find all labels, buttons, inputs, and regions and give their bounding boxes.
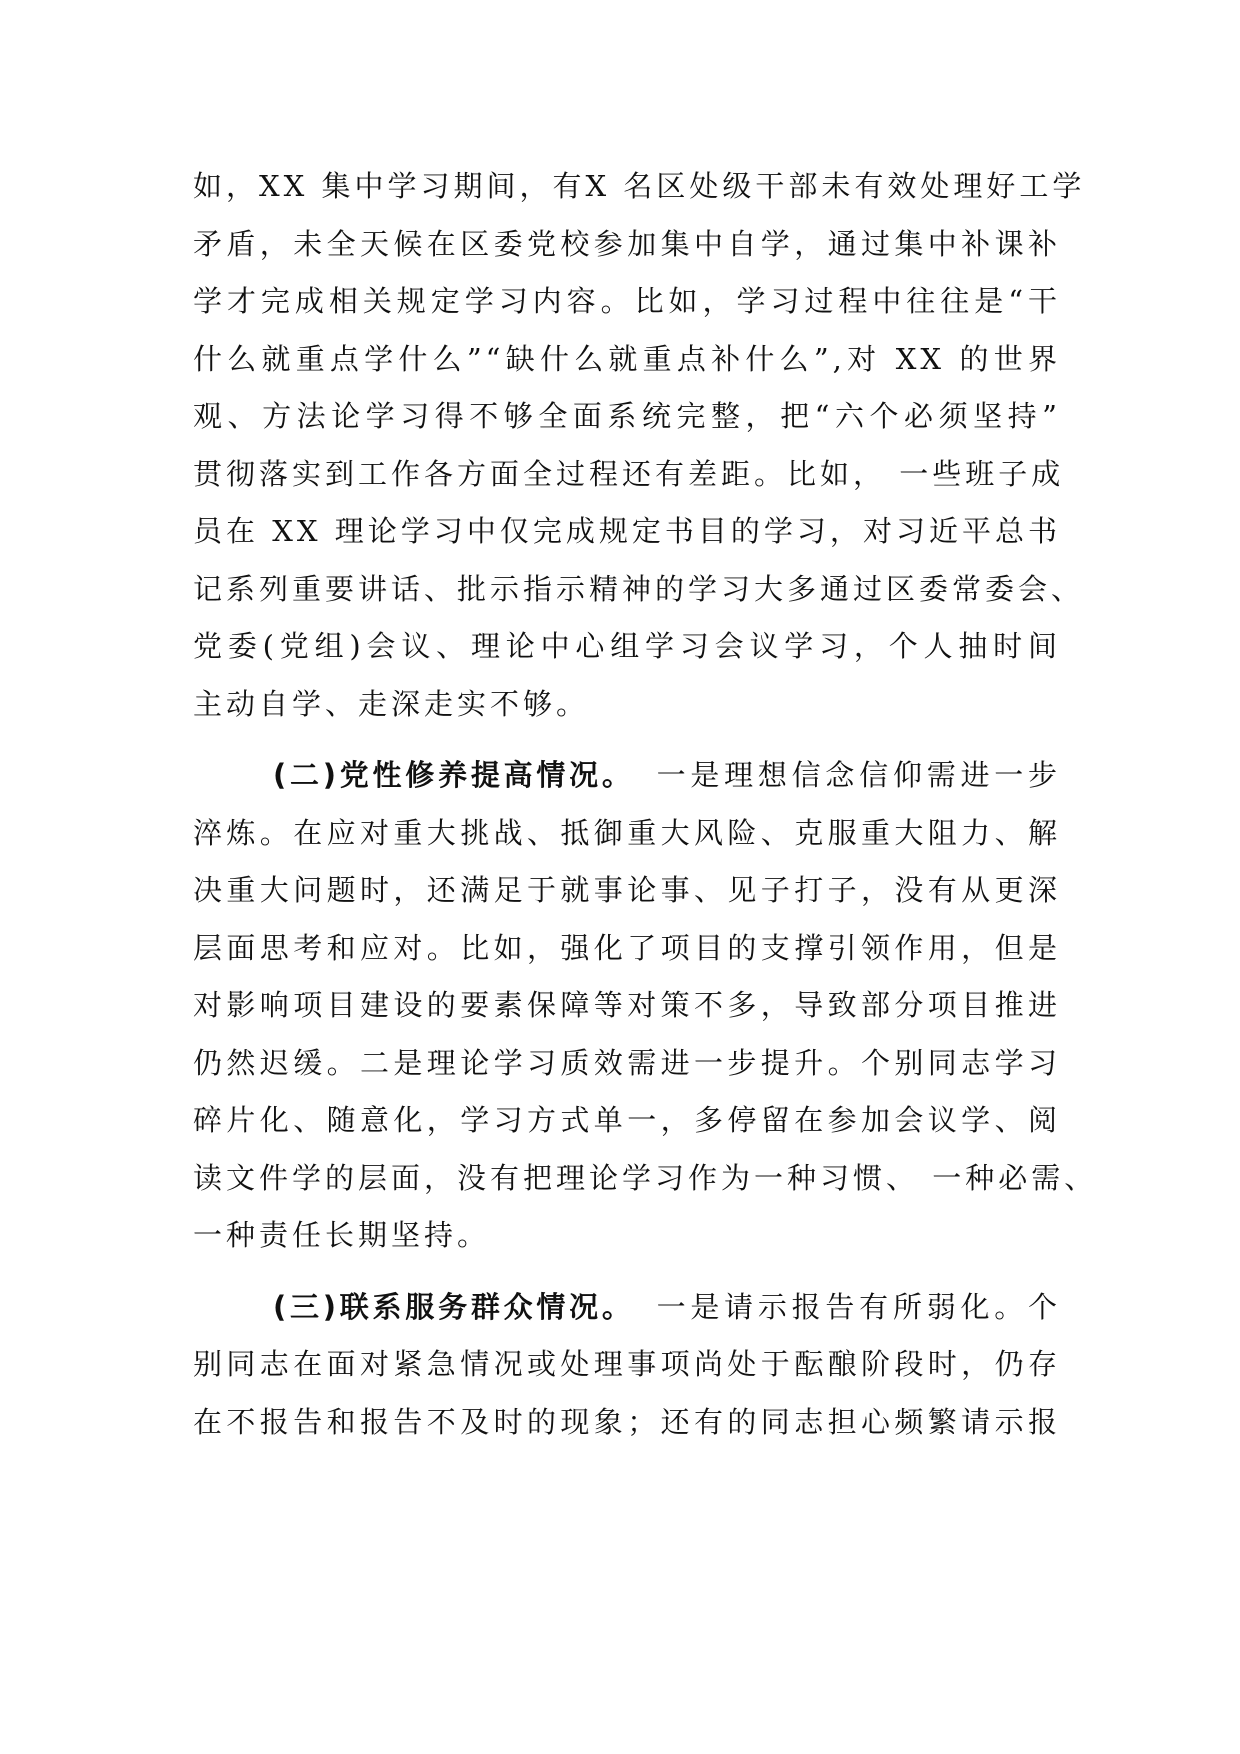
section-serving-masses	[193, 1279, 1061, 1452]
text-line: 矛盾，未全天候在区委党校参加集中自学，通过集中补课补	[193, 226, 1061, 261]
text-line: 别同志在面对紧急情况或处理事项尚处于酝酿阶段时，仍存	[193, 1347, 1061, 1381]
section-heading: (二)党性修养提高情况。	[273, 758, 635, 792]
text-line: 记系列重要讲话、批示指示精神的学习大多通过区委常委会、	[193, 571, 1085, 606]
section-party-spirit	[193, 747, 1098, 1265]
text-line: 在不报告和报告不及时的现象；还有的同志担心频繁请示报	[193, 1404, 1061, 1439]
text-line: 员在 XX 理论学习中仅完成规定书目的学习，对习近平总书	[193, 514, 1061, 548]
text-line: 贯彻落实到工作各方面全过程还有差距。比如， 一些班子成	[193, 456, 1065, 491]
text-line: 学才完成相关规定学习内容。比如，学习过程中往往是“干	[193, 284, 1061, 318]
text-line: 主动自学、走深走实不够。	[193, 686, 590, 721]
paragraph-learning-issues	[193, 158, 1086, 733]
document-body	[193, 158, 1098, 1451]
text-line: 读文件学的层面，没有把理论学习作为一种习惯、 一种必需、	[193, 1160, 1098, 1195]
section-lead-text: 一是理想信念信仰需进一步	[656, 758, 1061, 792]
section-first-line	[193, 1279, 1061, 1337]
section-lead-text: 一是请示报告有所弱化。个	[656, 1289, 1061, 1324]
text-line: 层面思考和应对。比如，强化了项目的支撑引领作用，但是	[193, 930, 1061, 965]
section-heading: (三)联系服务群众情况。	[273, 1289, 635, 1324]
paragraph-gap	[193, 733, 1061, 747]
text-line: 淬炼。在应对重大挑战、抵御重大风险、克服重大阻力、解	[193, 815, 1061, 850]
text-line: 一种责任长期坚持。	[193, 1218, 491, 1252]
section-first-line	[193, 747, 1061, 805]
paragraph-gap	[193, 1265, 1061, 1279]
text-line: 对影响项目建设的要素保障等对策不多，导致部分项目推进	[193, 988, 1061, 1022]
text-line: 决重大问题时，还满足于就事论事、见子打子，没有从更深	[193, 873, 1061, 907]
text-line: 党委(党组)会议、理论中心组学习会议学习，个人抽时间	[193, 629, 1061, 663]
text-line: 什么就重点学什么”“缺什么就重点补什么”,对 XX 的世界	[193, 341, 1061, 376]
text-line: 仍然迟缓。二是理论学习质效需进一步提升。个别同志学习	[193, 1045, 1061, 1080]
text-line: 观、方法论学习得不够全面系统完整，把“六个必须坚持”	[193, 399, 1061, 433]
text-line: 碎片化、随意化，学习方式单一，多停留在参加会议学、阅	[193, 1103, 1061, 1137]
text-line: 如，XX 集中学习期间，有X 名区处级干部未有效处理好工学	[193, 169, 1086, 203]
